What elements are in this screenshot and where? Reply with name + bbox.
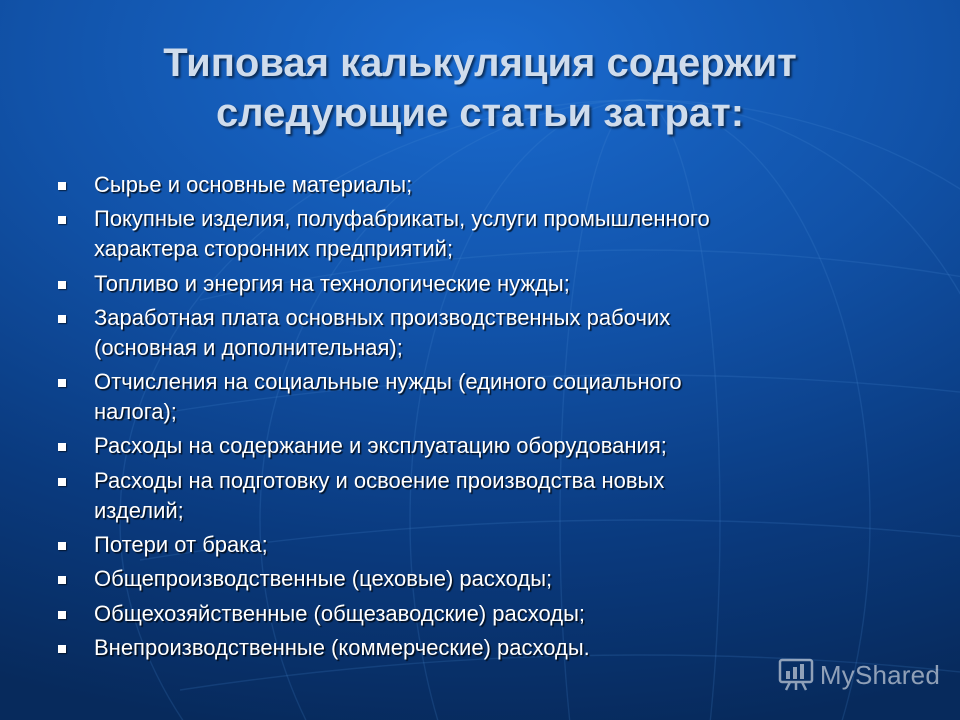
bullet-list [56, 170, 876, 667]
bullet-item [56, 633, 876, 663]
slide-title-line-2: следующие статьи затрат: [215, 91, 745, 135]
bullet-item [56, 170, 876, 200]
bullet-text-line: налога); [94, 399, 177, 425]
bullet-square-icon [58, 315, 66, 323]
bullet-item [56, 204, 876, 264]
bullet-text-line: (основная и дополнительная); [94, 334, 403, 360]
slide-title-line-1: Типовая калькуляция содержит [163, 41, 797, 85]
bullet-item [56, 466, 876, 526]
bullet-square-icon [58, 182, 66, 190]
bullet-square-icon [58, 281, 66, 289]
bullet-square-icon [58, 478, 66, 486]
bullet-square-icon [58, 611, 66, 619]
bullet-item [56, 564, 876, 594]
presentation-board-icon [778, 658, 814, 692]
bullet-item [56, 367, 876, 427]
bullet-text-line: Потери от брака; [94, 532, 268, 558]
bullet-text-line: Топливо и энергия на технологические нужды; [94, 270, 570, 296]
bullet-text-line: Отчисления на социальные нужды (единого социального [94, 369, 682, 395]
watermark-text: MyShared [819, 659, 940, 690]
bullet-item [56, 530, 876, 560]
bullet-text-line: Заработная плата основных производственных рабочих [94, 304, 671, 330]
bullet-text-line: Расходы на содержание и эксплуатацию оборудования; [94, 433, 667, 459]
bullet-item [56, 431, 876, 461]
bullet-square-icon [58, 443, 66, 451]
bullet-text-line: Общехозяйственные (общезаводские) расходы; [94, 600, 586, 626]
bullet-item [56, 303, 876, 363]
bullet-item [56, 599, 876, 629]
bullet-square-icon [58, 379, 66, 387]
watermark [778, 658, 940, 692]
bullet-text-line: Общепроизводственные (цеховые) расходы; [94, 566, 553, 592]
bullet-text-line: Покупные изделия, полуфабрикаты, услуги промышленного [94, 206, 710, 232]
bullet-square-icon [58, 216, 66, 224]
bullet-text-line: характера сторонних предприятий; [94, 236, 454, 262]
bullet-square-icon [58, 542, 66, 550]
bullet-square-icon [58, 576, 66, 584]
bullet-square-icon [58, 645, 66, 653]
bullet-item [56, 269, 876, 299]
bullet-text-line: Внепроизводственные (коммерческие) расходы. [94, 634, 590, 660]
bullet-text-line: Расходы на подготовку и освоение производства новых [94, 467, 665, 493]
bullet-text-line: изделий; [94, 497, 184, 523]
slide-title [60, 38, 900, 138]
bullet-text-line: Сырье и основные материалы; [94, 172, 413, 197]
